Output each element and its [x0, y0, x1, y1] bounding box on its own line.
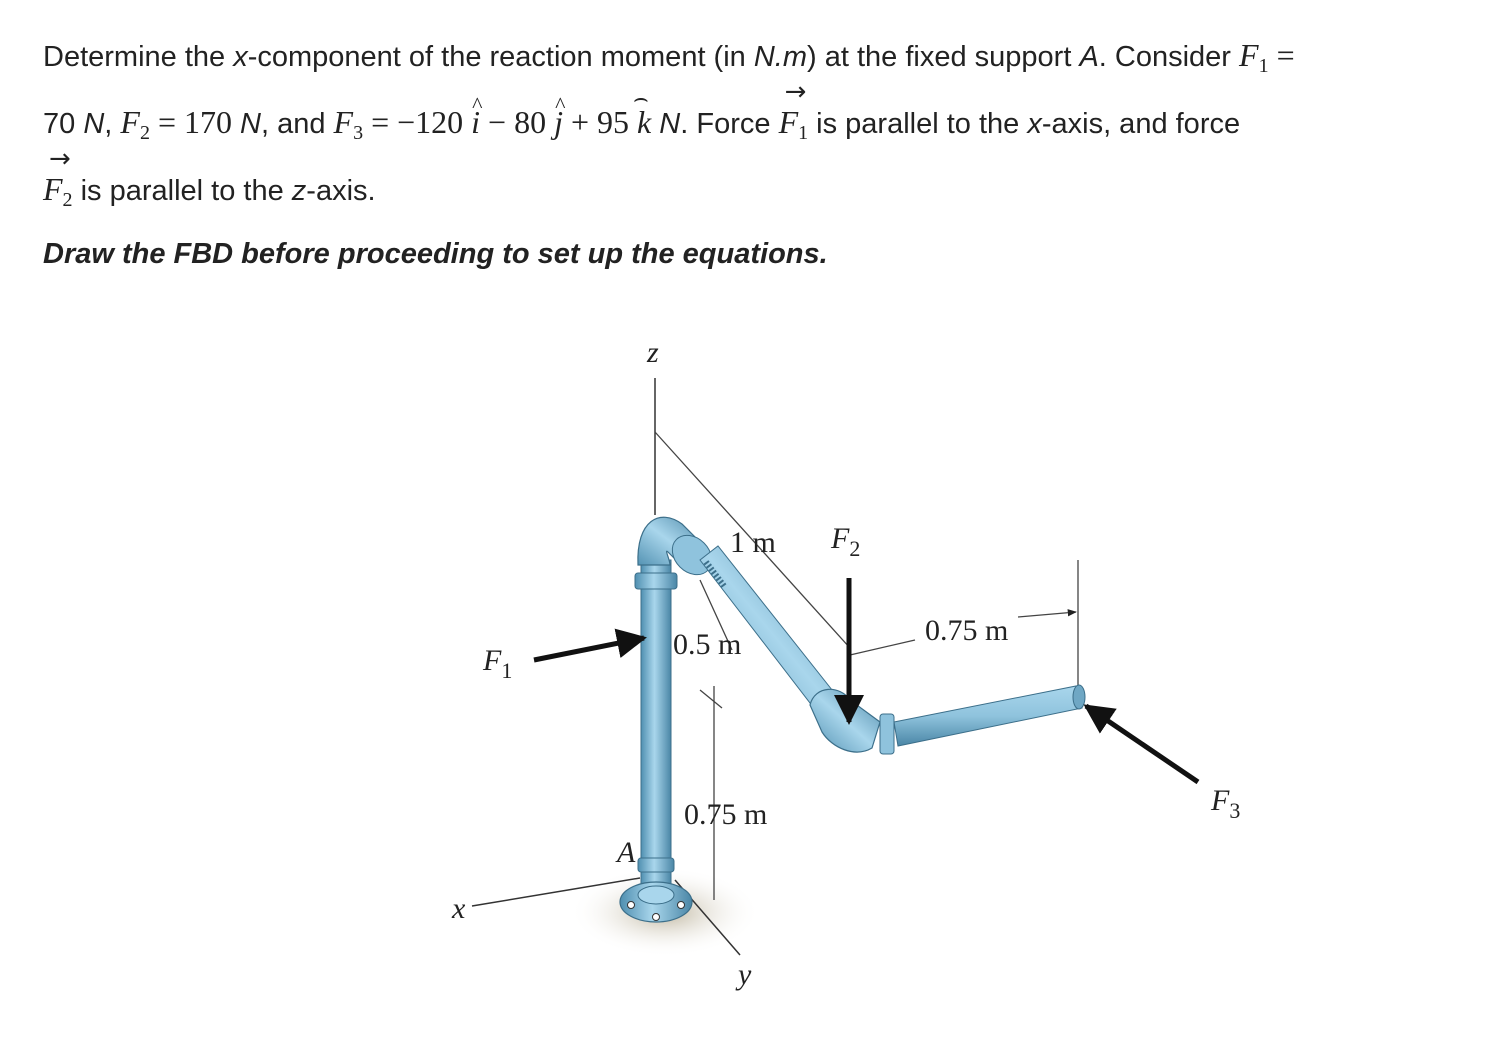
- pipe-coupling-lower: [638, 858, 674, 872]
- force-F1-arrow: [534, 638, 644, 660]
- vector-F2: → $F_2$: [43, 156, 73, 223]
- math-F1: $F_1$: [1239, 37, 1269, 77]
- pipe-coupling-upper: [635, 573, 677, 589]
- force-F2-label: $F_2$: [831, 522, 861, 561]
- dim-line-075-horizontal: [850, 640, 915, 655]
- base-hub: [638, 886, 674, 904]
- problem-line-1: Determine the x-component of the reaction moment (in N.m) at the fixed support A. Consider $F_1$ =: [43, 37, 1295, 77]
- force-F3-label: $F_3$: [1211, 784, 1241, 823]
- dim-075m-horizontal-label: 0.75 m: [925, 614, 1009, 647]
- math-F2: $F_2$: [120, 104, 150, 144]
- bolt-icon: [628, 902, 635, 909]
- point-A-label: A: [617, 836, 636, 869]
- bolt-icon: [653, 914, 660, 921]
- axis-z-label: z: [647, 336, 659, 369]
- lower-coupling: [880, 714, 894, 754]
- dim-075m-vertical-label: 0.75 m: [684, 798, 768, 831]
- axis-y-label: y: [738, 958, 752, 991]
- problem-line-2: 70 N, $F_2 = 170$ N, and $F_3 = -120$ ^ i − 80 ^ j + 95 ⌢ k N. Force → $F_1$ is parallel to the x-axis, and force: [43, 89, 1473, 156]
- pipe-end-cap: [1073, 685, 1085, 709]
- problem-line-3: → $F_2$ is parallel to the z-axis.: [43, 156, 1473, 223]
- vector-F1: → $F_1$: [779, 89, 809, 156]
- force-F3-arrow: [1086, 706, 1198, 782]
- instruction-text: Draw the FBD before proceeding to set up the equations.: [43, 238, 828, 270]
- lower-elbow: [810, 689, 880, 752]
- dim-1m-label: 1 m: [730, 526, 776, 559]
- dim-tick-05: [700, 690, 722, 708]
- unit-k: ⌢ k: [637, 89, 651, 156]
- horizontal-pipe: [894, 686, 1082, 746]
- unit-i: ^ i: [471, 89, 480, 156]
- unit-j: ^ j: [554, 89, 563, 156]
- math-F3: $F_3$: [333, 104, 364, 144]
- force-F1-label: $F_1$: [483, 644, 513, 683]
- vertical-pipe: [641, 560, 671, 888]
- dim-arrow-075-right: [1018, 612, 1076, 617]
- axis-x-label: x: [452, 892, 466, 925]
- dim-05m-label: 0.5 m: [673, 628, 742, 661]
- bolt-icon: [678, 902, 685, 909]
